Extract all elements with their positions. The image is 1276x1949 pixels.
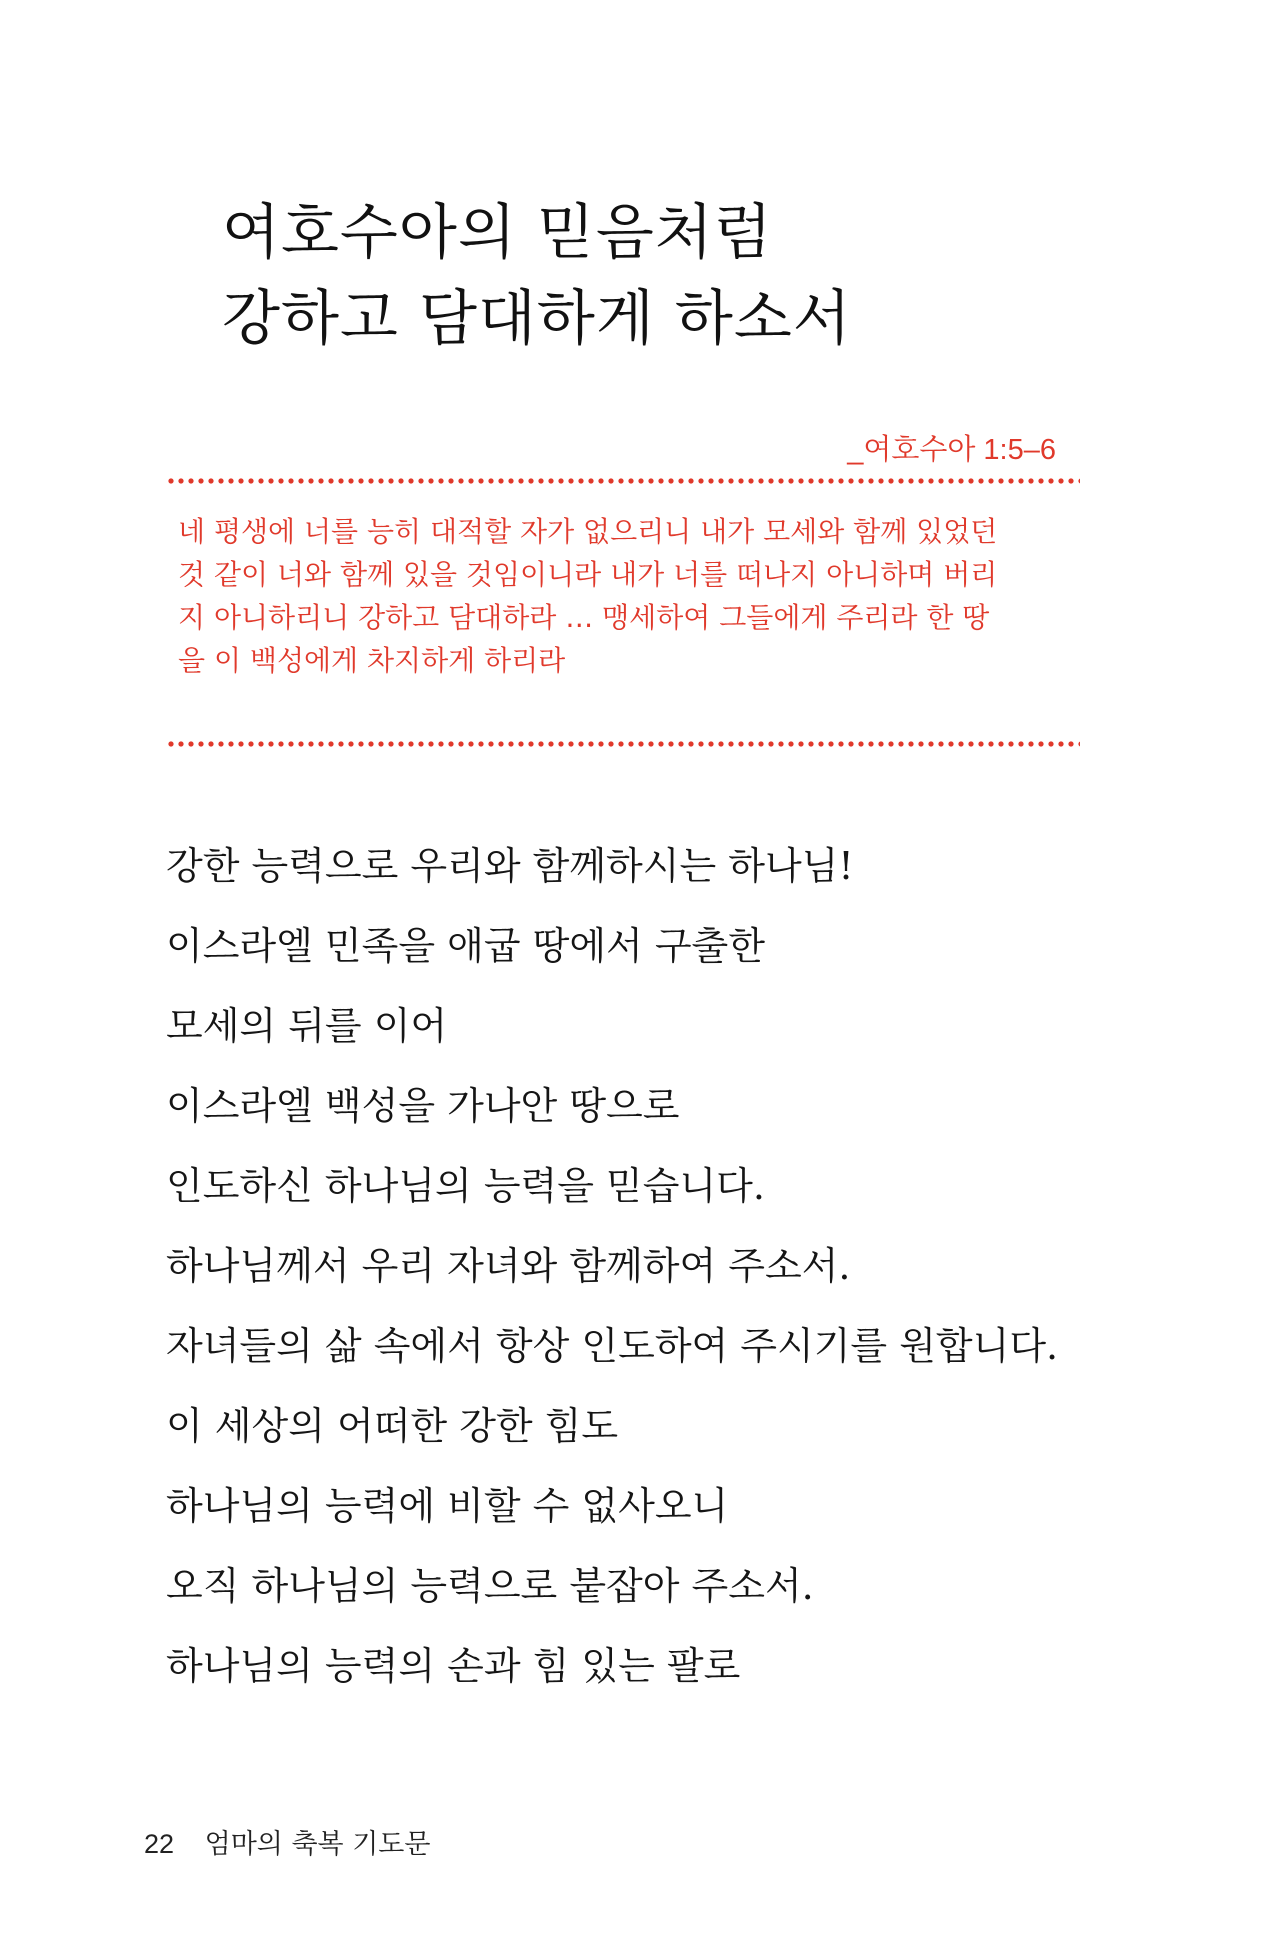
prayer-line: 하나님의 능력에 비할 수 없사오니 [166,1484,729,1528]
scripture-verse [178,510,1078,682]
prayer-line: 모세의 뒤를 이어 [166,1004,448,1048]
verse-line: 네 평생에 너를 능히 대적할 자가 없으리니 내가 모세와 함께 있었던 [178,515,998,548]
page-number: 22 [144,1829,175,1859]
page-footer [144,1826,430,1863]
scripture-reference: _여호수아 1:5–6 [847,434,1056,466]
prayer-body [166,826,1126,1706]
verse-line: 을 이 백성에게 차지하게 하리라 [178,644,566,677]
dotted-divider-top [166,478,1080,484]
prayer-line: 이 세상의 어떠한 강한 힘도 [166,1404,619,1448]
dotted-divider-bottom [166,741,1080,747]
title-line-2: 강하고 담대하게 하소서 [222,284,852,354]
title-line-1: 여호수아의 믿음처럼 [222,198,773,268]
prayer-line: 이스라엘 민족을 애굽 땅에서 구출한 [166,924,765,968]
prayer-line: 이스라엘 백성을 가나안 땅으로 [166,1084,680,1128]
prayer-line: 하나님의 능력의 손과 힘 있는 팔로 [166,1644,741,1688]
verse-line: 것 같이 너와 함께 있을 것임이니라 내가 너를 떠나지 아니하며 버리 [178,558,998,591]
verse-line: 지 아니하리니 강하고 담대하라 … 맹세하여 그들에게 주리라 한 땅 [178,601,990,634]
prayer-line: 인도하신 하나님의 능력을 믿습니다. [166,1164,765,1208]
prayer-line: 강한 능력으로 우리와 함께하시는 하나님! [166,844,854,888]
page-title [222,190,852,362]
prayer-line: 자녀들의 삶 속에서 항상 인도하여 주시기를 원합니다. [166,1324,1059,1368]
book-title: 엄마의 축복 기도문 [204,1829,431,1860]
prayer-line: 오직 하나님의 능력으로 붙잡아 주소서. [166,1564,814,1608]
prayer-line: 하나님께서 우리 자녀와 함께하여 주소서. [166,1244,851,1288]
